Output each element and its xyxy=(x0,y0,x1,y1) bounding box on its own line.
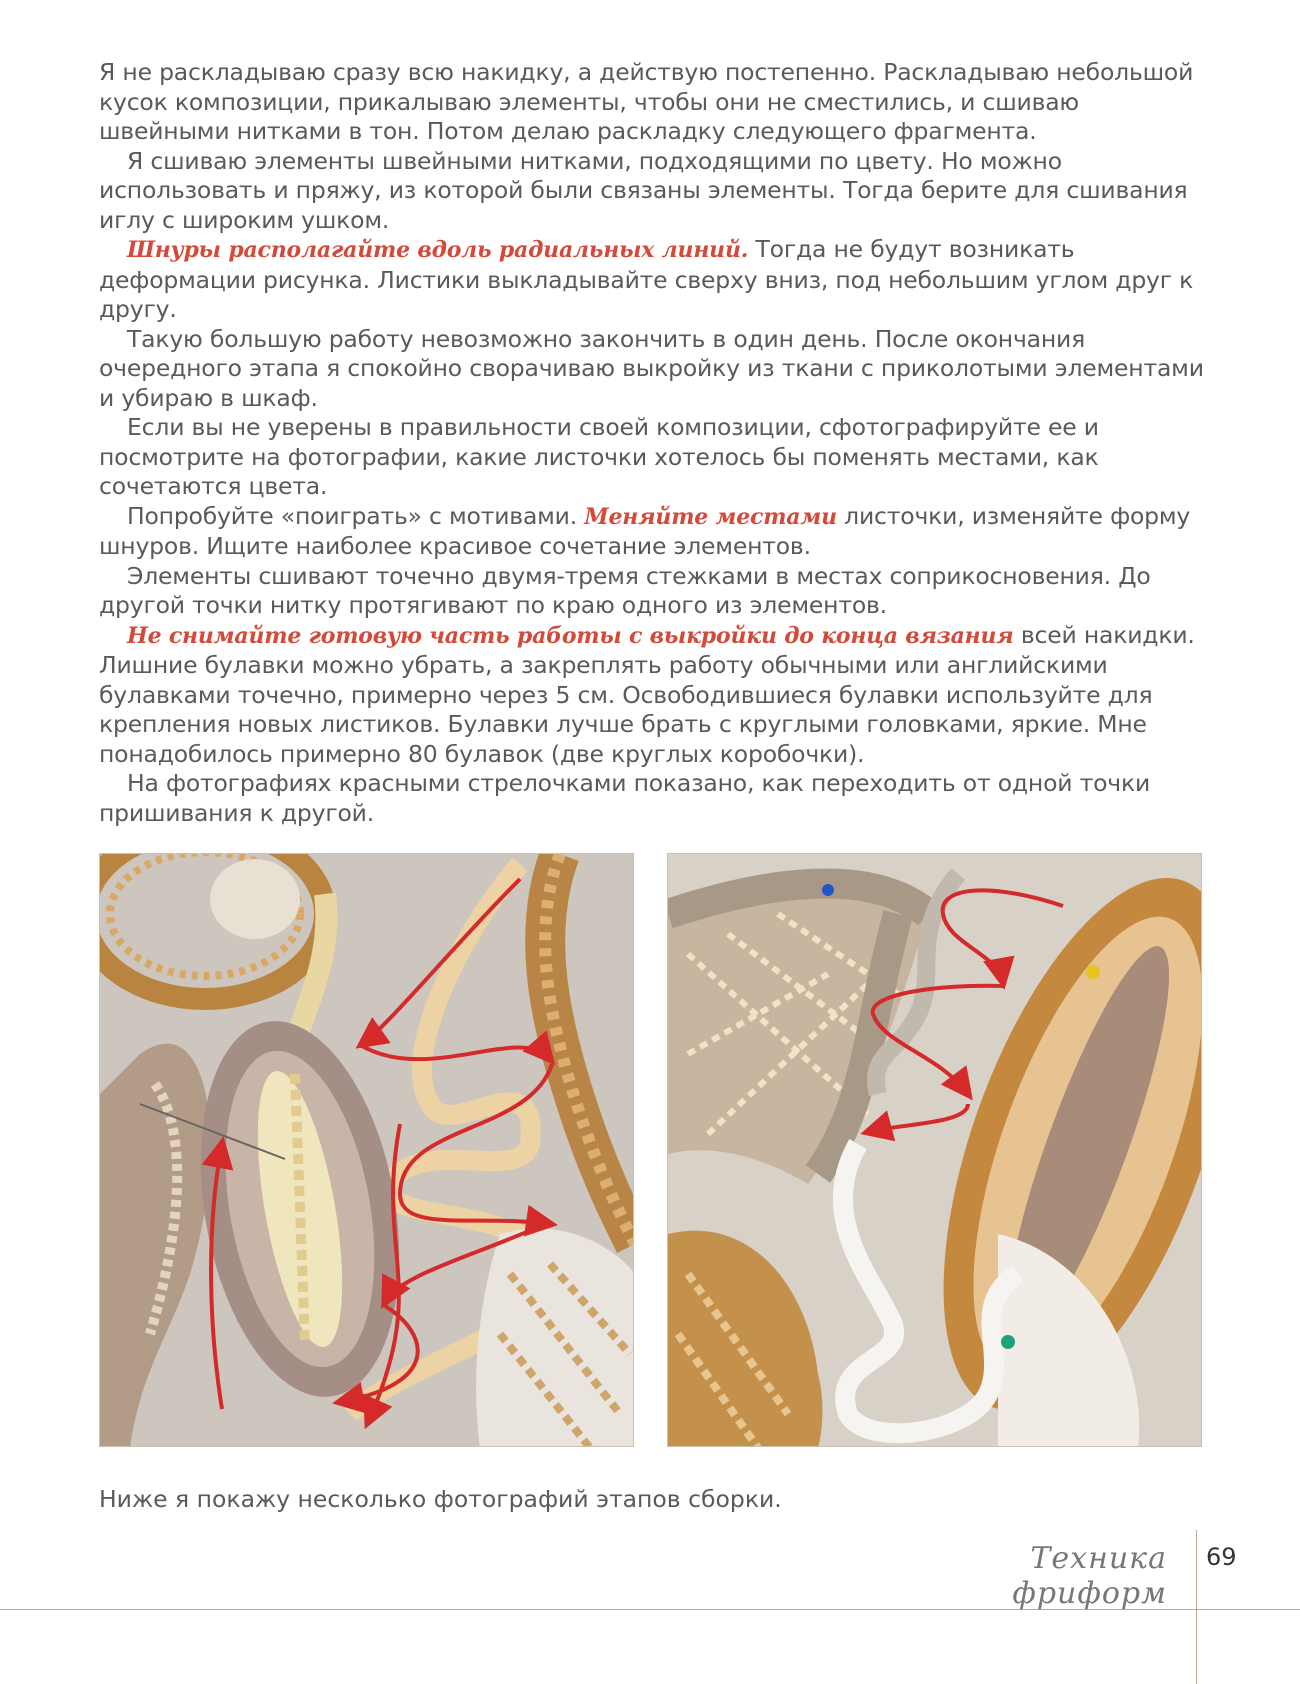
text-run: Если вы не уверены в правильности своей композиции, сфотографируйте ее и посмотрите на фотографии, какие листочки хотелось бы поменять местами, как сочетаются цвета. xyxy=(99,413,1099,500)
text-run: всей накидки. Лишние булавки можно убрать, а закреплять работу обычными или английскими булавками точечно, примерно через 5 см. Освободившиеся булавки используйте для крепления новых листиков. Булавки лучше брать с круглыми головками, яркие. Мне понадобилось примерно 80 булавок (две круглых коробочки). xyxy=(99,620,1195,768)
paragraph xyxy=(99,58,1209,147)
text-run: Я не раскладываю сразу всю накидку, а действую постепенно. Раскладываю небольшой кусок композиции, прикалываю элементы, чтобы они не сместились, и сшиваю швейными нитками в тон. Потом делаю раскладку следующего фрагмента. xyxy=(99,58,1194,145)
body-text xyxy=(99,58,1209,828)
footer-divider xyxy=(1196,1530,1197,1684)
text-run: На фотографиях красными стрелочками показано, как переходить от одной точки пришивания к другой. xyxy=(99,769,1151,827)
paragraph xyxy=(99,147,1209,236)
paragraph xyxy=(99,769,1209,828)
text-run: Тогда не будут возникать деформации рисунка. Листики выкладывайте сверху вниз, под небольшим углом друг к другу. xyxy=(99,235,1194,323)
paragraph xyxy=(99,413,1209,502)
text-run: Я сшиваю элементы швейными нитками, подходящими по цвету. Но можно использовать и пряжу, из которой были связаны элементы. Тогда берите для сшивания иглу с широким ушком. xyxy=(99,146,1188,234)
photo-caption: Ниже я покажу несколько фотографий этапов сборки. xyxy=(99,1485,782,1513)
paragraph xyxy=(99,502,1209,562)
running-title: Техника фриформ xyxy=(1012,1541,1167,1611)
highlight-text: Не снимайте готовую часть работы с выкройки до конца вязания xyxy=(127,622,1014,649)
text-run: Попробуйте «поиграть» с мотивами. xyxy=(127,501,585,530)
crochet-photo-right xyxy=(668,854,1202,1447)
photo-right xyxy=(667,853,1202,1447)
text-run: Элементы сшивают точечно двумя-тремя стежками в местах соприкосновения. До другой точки нитку протягивают по краю одного из элементов. xyxy=(99,561,1151,619)
highlight-text: Меняйте местами xyxy=(584,503,837,530)
paragraph xyxy=(99,621,1209,770)
page-number: 69 xyxy=(1206,1543,1237,1571)
text-run: Такую большую работу невозможно закончить в один день. После окончания очередного этапа я спокойно сворачиваю выкройку из ткани с приколотыми элементами и убираю в шкаф. xyxy=(99,324,1204,412)
paragraph xyxy=(99,325,1209,414)
paragraph xyxy=(99,562,1209,621)
highlight-text: Шнуры располагайте вдоль радиальных линий. xyxy=(127,237,749,263)
photo-left xyxy=(99,853,634,1447)
paragraph xyxy=(99,235,1209,325)
text-run: листочки, изменяйте форму шнуров. Ищите наиболее красивое сочетание элементов. xyxy=(99,501,1191,560)
crochet-photo-left xyxy=(100,854,634,1447)
